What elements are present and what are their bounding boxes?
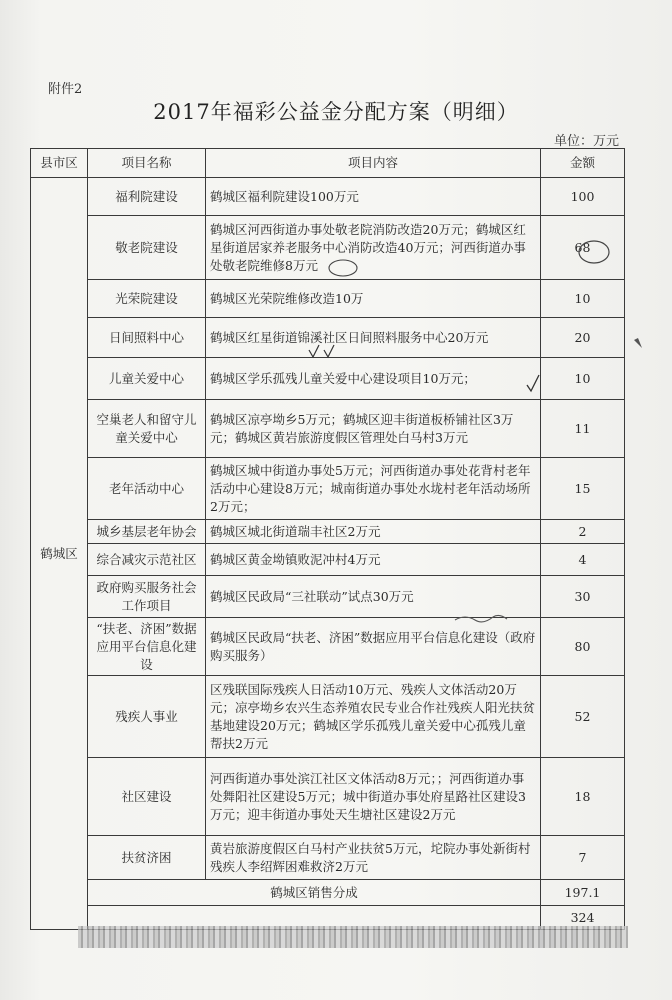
footer-partial: 324 [541,906,625,930]
table-row [31,520,625,544]
table-row [31,178,625,216]
project-amount: 18 [541,758,625,836]
project-content: 鹤城区城中街道办事处5万元；河西街道办事处花背村老年活动中心建设8万元；城南街道办事处水垅村老年活动场所2万元； [206,458,541,520]
header-amount: 金额 [541,149,625,178]
table-row [31,358,625,400]
table-row [31,576,625,618]
project-amount: 10 [541,280,625,318]
project-name: 政府购买服务社会工作项目 [88,576,206,618]
project-name: 光荣院建设 [88,280,206,318]
project-amount: 7 [541,836,625,880]
table-row [31,280,625,318]
project-amount: 15 [541,458,625,520]
subtotal-label: 鹤城区销售分成 [88,880,541,906]
project-amount: 10 [541,358,625,400]
project-amount: 20 [541,318,625,358]
project-name: 福利院建设 [88,178,206,216]
project-amount: 80 [541,618,625,676]
project-name: 扶贫济困 [88,836,206,880]
project-content: 鹤城区民政局“三社联动”试点30万元 [206,576,541,618]
project-name: 残疾人事业 [88,676,206,758]
header-county: 县市区 [31,149,88,178]
project-content: 鹤城区黄金坳镇败泥冲村4万元 [206,544,541,576]
unit-label: 单位：万元 [554,134,620,149]
project-content: 黄岩旅游度假区白马村产业扶贫5万元，坨院办事处新街村残疾人李绍辉困难救济2万元 [206,836,541,880]
scan-artifact-band [78,926,628,948]
header-name: 项目名称 [88,149,206,178]
county-cell: 鹤城区 [31,178,88,930]
header-content: 项目内容 [206,149,541,178]
project-content: 鹤城区城北街道瑞丰社区2万元 [206,520,541,544]
project-name: 城乡基层老年协会 [88,520,206,544]
table-row [31,544,625,576]
margin-mark [634,338,642,348]
table-row [31,458,625,520]
project-amount: 11 [541,400,625,458]
subtotal-row [31,880,625,906]
project-name: 儿童关爱中心 [88,358,206,400]
project-name: 综合减灾示范社区 [88,544,206,576]
project-amount: 2 [541,520,625,544]
project-name: 社区建设 [88,758,206,836]
table-row [31,836,625,880]
project-content: 河西街道办事处滨江社区文体活动8万元；；河西街道办事处舞阳社区建设5万元；城中街道办事处府星路社区建设3万元；迎丰街道办事处天生塘社区建设2万元 [206,758,541,836]
project-content: 鹤城区光荣院维修改造10万 [206,280,541,318]
project-content: 鹤城区河西街道办事处敬老院消防改造20万元；鹤城区红星街道居家养老服务中心消防改造40万元；河西街道办事处敬老院维修8万元 [206,216,541,280]
project-amount: 30 [541,576,625,618]
project-content: 鹤城区凉亭坳乡5万元；鹤城区迎丰街道板桥铺社区3万元；鹤城区黄岩旅游度假区管理处白马村3万元 [206,400,541,458]
project-content: 鹤城区民政局“扶老、济困”数据应用平台信息化建设（政府购买服务） [206,618,541,676]
header-row [31,149,625,178]
allocation-table [30,148,625,930]
project-name: 老年活动中心 [88,458,206,520]
table-row [31,676,625,758]
project-name: “扶老、济困”数据应用平台信息化建设 [88,618,206,676]
table-row [31,618,625,676]
project-content: 区残联国际残疾人日活动10万元、残疾人文体活动20万元；凉亭坳乡农兴生态养殖农民专业合作社残疾人阳光扶贫基地建设20万元；鹤城区学乐孤残儿童关爱中心孤残儿童帮扶2万元 [206,676,541,758]
project-amount: 52 [541,676,625,758]
project-content: 鹤城区学乐孤残儿童关爱中心建设项目10万元； [206,358,541,400]
project-content: 鹤城区福利院建设100万元 [206,178,541,216]
project-amount: 68 [541,216,625,280]
project-name: 空巢老人和留守儿童关爱中心 [88,400,206,458]
subtotal-amount: 197.1 [541,880,625,906]
table-row [31,400,625,458]
project-amount: 4 [541,544,625,576]
project-content: 鹤城区红星街道锦溪社区日间照料服务中心20万元 [206,318,541,358]
table-row [31,216,625,280]
project-amount: 100 [541,178,625,216]
project-name: 敬老院建设 [88,216,206,280]
table-row [31,318,625,358]
project-name: 日间照料中心 [88,318,206,358]
attachment-label: 附件2 [48,82,83,97]
table-row [31,758,625,836]
page-title: 2017年福彩公益金分配方案（明细） [153,100,519,124]
